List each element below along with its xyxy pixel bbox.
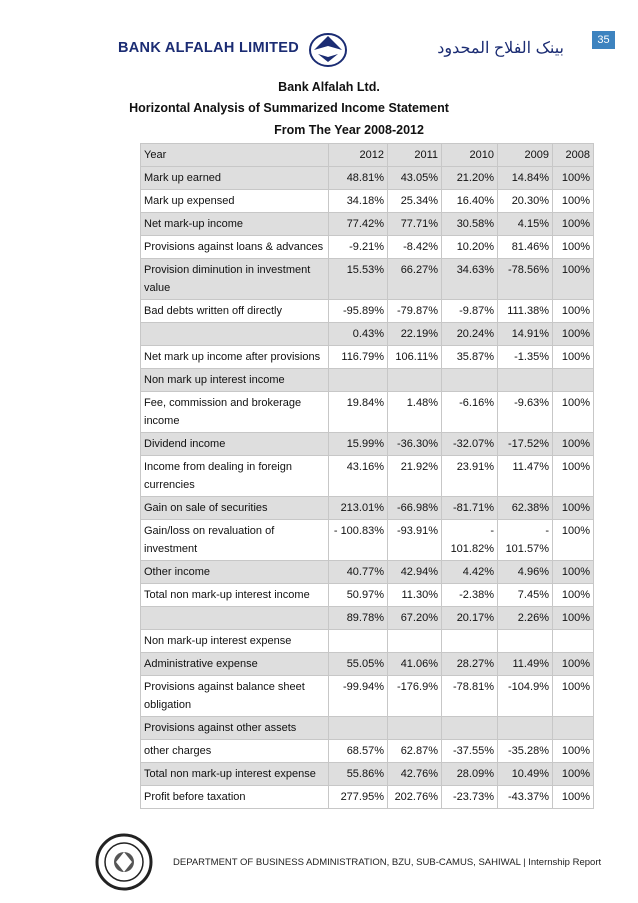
table-cell: -37.55% [442, 740, 498, 763]
table-cell: 100% [553, 259, 594, 300]
report-title: Horizontal Analysis of Summarized Income Statement [129, 101, 449, 115]
table-cell: Dividend income [141, 433, 329, 456]
table-cell: 100% [553, 190, 594, 213]
table-cell: - 101.82% [442, 520, 498, 561]
table-cell [388, 630, 442, 653]
brand-name: BANK ALFALAH LIMITED [118, 40, 300, 56]
table-row [141, 607, 594, 630]
table-cell: 7.45% [498, 584, 553, 607]
table-cell: -2.38% [442, 584, 498, 607]
period-title: From The Year 2008-2012 [274, 123, 424, 137]
table-cell: 2.26% [498, 607, 553, 630]
table-cell: 14.91% [498, 323, 553, 346]
bank-logo-icon [308, 32, 348, 68]
table-cell: 100% [553, 607, 594, 630]
table-cell: 202.76% [388, 786, 442, 809]
table-cell: -78.81% [442, 676, 498, 717]
table-cell [553, 717, 594, 740]
table-cell: 10.20% [442, 236, 498, 259]
table-cell: other charges [141, 740, 329, 763]
table-cell: -6.16% [442, 392, 498, 433]
table-cell: Non mark up interest income [141, 369, 329, 392]
table-cell: -79.87% [388, 300, 442, 323]
table-cell [329, 717, 388, 740]
table-cell: Bad debts written off directly [141, 300, 329, 323]
table-cell: 111.38% [498, 300, 553, 323]
table-cell: 100% [553, 584, 594, 607]
table-cell [498, 630, 553, 653]
table-cell: 100% [553, 323, 594, 346]
brand-name-urdu: بینک الفلاح المحدود [437, 40, 564, 57]
table-cell [329, 630, 388, 653]
table-cell: Fee, commission and brokerage income [141, 392, 329, 433]
table-cell: 22.19% [388, 323, 442, 346]
table-cell: 100% [553, 213, 594, 236]
table-cell: 62.38% [498, 497, 553, 520]
table-cell: 100% [553, 676, 594, 717]
table-cell: Mark up expensed [141, 190, 329, 213]
table-cell: 35.87% [442, 346, 498, 369]
table-cell: 100% [553, 520, 594, 561]
table-cell: 100% [553, 167, 594, 190]
table-cell: Provisions against other assets [141, 717, 329, 740]
table-row [141, 300, 594, 323]
table-row [141, 653, 594, 676]
table-row [141, 740, 594, 763]
table-header-cell: 2012 [329, 144, 388, 167]
table-header-cell: 2011 [388, 144, 442, 167]
table-cell: Total non mark-up interest income [141, 584, 329, 607]
table-row [141, 323, 594, 346]
table-cell: 28.27% [442, 653, 498, 676]
table-cell: Total non mark-up interest expense [141, 763, 329, 786]
table-cell: 100% [553, 300, 594, 323]
table-cell: 20.17% [442, 607, 498, 630]
table-cell: 42.94% [388, 561, 442, 584]
table-header-cell: 2008 [553, 144, 594, 167]
table-cell: 23.91% [442, 456, 498, 497]
table-cell: -43.37% [498, 786, 553, 809]
table-cell: Gain on sale of securities [141, 497, 329, 520]
table-cell: 16.40% [442, 190, 498, 213]
table-cell: -9.63% [498, 392, 553, 433]
table-cell: Mark up earned [141, 167, 329, 190]
table-cell: 15.53% [329, 259, 388, 300]
table-cell: 21.20% [442, 167, 498, 190]
table-cell: -93.91% [388, 520, 442, 561]
table-cell: Net mark-up income [141, 213, 329, 236]
table-cell: 40.77% [329, 561, 388, 584]
table-cell: -17.52% [498, 433, 553, 456]
table-cell: 100% [553, 392, 594, 433]
table-cell: 4.42% [442, 561, 498, 584]
table-cell: 1.48% [388, 392, 442, 433]
table-cell: 100% [553, 763, 594, 786]
table-cell: - 101.57% [498, 520, 553, 561]
table-row [141, 433, 594, 456]
table-cell: 77.42% [329, 213, 388, 236]
table-row [141, 520, 594, 561]
table-cell: - 100.83% [329, 520, 388, 561]
table-cell: Income from dealing in foreign currencies [141, 456, 329, 497]
table-cell: Non mark-up interest expense [141, 630, 329, 653]
table-row [141, 259, 594, 300]
table-header-row [141, 144, 594, 167]
table-cell: -66.98% [388, 497, 442, 520]
table-cell: -8.42% [388, 236, 442, 259]
table-row [141, 561, 594, 584]
table-cell: 25.34% [388, 190, 442, 213]
table-cell: 89.78% [329, 607, 388, 630]
table-cell: 55.86% [329, 763, 388, 786]
table-cell: 19.84% [329, 392, 388, 433]
table-cell: 20.30% [498, 190, 553, 213]
table-cell [442, 717, 498, 740]
page-footer: DEPARTMENT OF BUSINESS ADMINISTRATION, BZU, SUB-CAMUS, SAHIWAL | Internship Report [173, 857, 602, 868]
table-cell: Provisions against balance sheet obligation [141, 676, 329, 717]
table-cell: 15.99% [329, 433, 388, 456]
table-cell: 34.63% [442, 259, 498, 300]
table-cell: 100% [553, 433, 594, 456]
table-cell: 0.43% [329, 323, 388, 346]
table-cell: 43.05% [388, 167, 442, 190]
table-cell: 42.76% [388, 763, 442, 786]
table-cell: Administrative expense [141, 653, 329, 676]
bank-banner [118, 30, 578, 68]
table-cell: 28.09% [442, 763, 498, 786]
table-cell: 62.87% [388, 740, 442, 763]
table-cell: -78.56% [498, 259, 553, 300]
table-row [141, 190, 594, 213]
table-header-cell: 2010 [442, 144, 498, 167]
table-cell: Gain/loss on revaluation of investment [141, 520, 329, 561]
table-row [141, 497, 594, 520]
table-cell: Provisions against loans & advances [141, 236, 329, 259]
table-cell: 100% [553, 497, 594, 520]
table-cell: -35.28% [498, 740, 553, 763]
income-statement-table [140, 143, 594, 809]
company-title: Bank Alfalah Ltd. [278, 80, 380, 94]
table-cell: 100% [553, 236, 594, 259]
table-cell: 116.79% [329, 346, 388, 369]
table-header-cell: Year [141, 144, 329, 167]
table-cell: 30.58% [442, 213, 498, 236]
table-cell [498, 717, 553, 740]
table-cell: 81.46% [498, 236, 553, 259]
table-row [141, 676, 594, 717]
table-cell [329, 369, 388, 392]
page-number: 35 [592, 31, 615, 49]
table-cell [388, 369, 442, 392]
table-row [141, 213, 594, 236]
table-cell: -99.94% [329, 676, 388, 717]
table-cell: 66.27% [388, 259, 442, 300]
table-cell: 277.95% [329, 786, 388, 809]
table-row [141, 236, 594, 259]
table-cell: 68.57% [329, 740, 388, 763]
table-cell: 100% [553, 456, 594, 497]
table-cell: 100% [553, 740, 594, 763]
table-cell: -81.71% [442, 497, 498, 520]
table-cell: 100% [553, 561, 594, 584]
table-cell: 4.15% [498, 213, 553, 236]
table-row [141, 167, 594, 190]
table-cell: 10.49% [498, 763, 553, 786]
table-cell: -36.30% [388, 433, 442, 456]
table-cell: 100% [553, 786, 594, 809]
table-cell: 50.97% [329, 584, 388, 607]
table-cell: Profit before taxation [141, 786, 329, 809]
table-cell: -9.21% [329, 236, 388, 259]
table-cell: -23.73% [442, 786, 498, 809]
table-row [141, 456, 594, 497]
table-cell: 213.01% [329, 497, 388, 520]
table-cell: -176.9% [388, 676, 442, 717]
university-seal-icon [94, 832, 154, 892]
table-cell: -1.35% [498, 346, 553, 369]
table-cell: 11.47% [498, 456, 553, 497]
table-cell [388, 717, 442, 740]
table-cell: -9.87% [442, 300, 498, 323]
table-cell [498, 369, 553, 392]
table-cell: 100% [553, 346, 594, 369]
table-row [141, 717, 594, 740]
table-row [141, 392, 594, 433]
table-cell: 67.20% [388, 607, 442, 630]
table-row [141, 763, 594, 786]
table-cell: -32.07% [442, 433, 498, 456]
table-cell [553, 369, 594, 392]
table-cell: 43.16% [329, 456, 388, 497]
table-cell: 11.30% [388, 584, 442, 607]
table-row [141, 346, 594, 369]
table-cell: 14.84% [498, 167, 553, 190]
table-row [141, 630, 594, 653]
table-cell: 21.92% [388, 456, 442, 497]
table-cell [141, 323, 329, 346]
table-cell [553, 630, 594, 653]
table-cell: 55.05% [329, 653, 388, 676]
table-cell [442, 369, 498, 392]
table-cell: -104.9% [498, 676, 553, 717]
table-cell [141, 607, 329, 630]
table-cell: 11.49% [498, 653, 553, 676]
table-row [141, 584, 594, 607]
table-cell: 48.81% [329, 167, 388, 190]
table-cell: 77.71% [388, 213, 442, 236]
table-cell: 20.24% [442, 323, 498, 346]
table-cell: Provision diminution in investment value [141, 259, 329, 300]
table-row [141, 786, 594, 809]
table-cell: 41.06% [388, 653, 442, 676]
table-cell: 4.96% [498, 561, 553, 584]
table-cell: Other income [141, 561, 329, 584]
table-cell: -95.89% [329, 300, 388, 323]
table-cell: Net mark up income after provisions [141, 346, 329, 369]
table-cell: 34.18% [329, 190, 388, 213]
table-header-cell: 2009 [498, 144, 553, 167]
table-cell: 100% [553, 653, 594, 676]
table-cell: 106.11% [388, 346, 442, 369]
table-row [141, 369, 594, 392]
table-cell [442, 630, 498, 653]
